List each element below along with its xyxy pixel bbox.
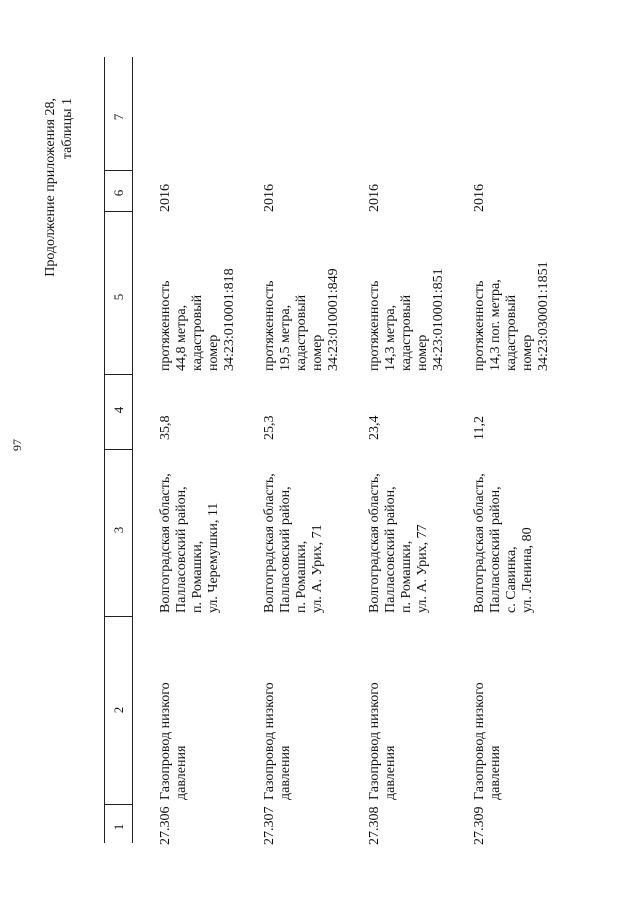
row-number: 27.306: [158, 806, 173, 845]
column-divider-5: [104, 211, 132, 212]
object-value: 35,8: [158, 415, 173, 440]
column-number-1: 1: [111, 823, 126, 831]
column-number-2: 2: [111, 706, 126, 714]
object-name: Газопровод низкого давления: [472, 682, 503, 800]
object-name: Газопровод низкого давления: [262, 682, 293, 800]
column-number-5: 5: [111, 293, 126, 301]
page-number: 97: [10, 439, 24, 451]
row-number: 27.308: [367, 806, 382, 845]
object-address: Волгоградская область, Палласовский район, с. Савинка, ул. Ленина, 80: [472, 473, 535, 613]
column-divider-6: [104, 170, 132, 171]
object-year: 2016: [472, 184, 487, 212]
object-description: протяженность 44,8 метра, кадастровый номер 34:23:010001:818: [158, 268, 237, 371]
object-value: 23,4: [367, 415, 382, 440]
object-name: Газопровод низкого давления: [158, 682, 189, 800]
column-divider-2: [104, 616, 132, 617]
column-divider-3: [104, 449, 132, 450]
row-number: 27.309: [472, 806, 487, 845]
column-divider-4: [104, 374, 132, 375]
object-year: 2016: [262, 184, 277, 212]
column-divider-1: [104, 804, 132, 805]
object-value: 11,2: [472, 416, 487, 440]
object-year: 2016: [158, 184, 173, 212]
table-top-rule: [104, 57, 105, 843]
continuation-line-2: таблицы 1: [60, 98, 75, 160]
column-number-4: 4: [111, 406, 126, 414]
row-number: 27.307: [262, 806, 277, 845]
object-description: протяженность 14,3 пог. метра, кадастровый номер 34:23:030001:1851: [472, 261, 551, 371]
object-year: 2016: [367, 184, 382, 212]
object-description: протяженность 19,5 метра, кадастровый номер 34:23:010001:849: [262, 268, 341, 371]
object-address: Волгоградская область, Палласовский район, п. Ромашки, ул. А. Урих, 71: [262, 473, 325, 613]
column-number-7: 7: [111, 113, 126, 121]
object-address: Волгоградская область, Палласовский район, п. Ромашки, ул. А. Урих, 77: [367, 473, 430, 613]
column-number-3: 3: [111, 526, 126, 534]
object-value: 25,3: [262, 415, 277, 440]
object-address: Волгоградская область, Палласовский район, п. Ромашки, ул. Черемушки, 11: [158, 473, 221, 613]
header-bottom-rule: [132, 57, 133, 843]
continuation-note: [42, 98, 76, 277]
object-name: Газопровод низкого давления: [367, 682, 398, 800]
object-description: протяженность 14,3 метра, кадастровый номер 34:23:010001:851: [367, 268, 446, 371]
continuation-line-1: Продолжение приложения 28,: [43, 98, 58, 277]
column-number-6: 6: [111, 189, 126, 197]
